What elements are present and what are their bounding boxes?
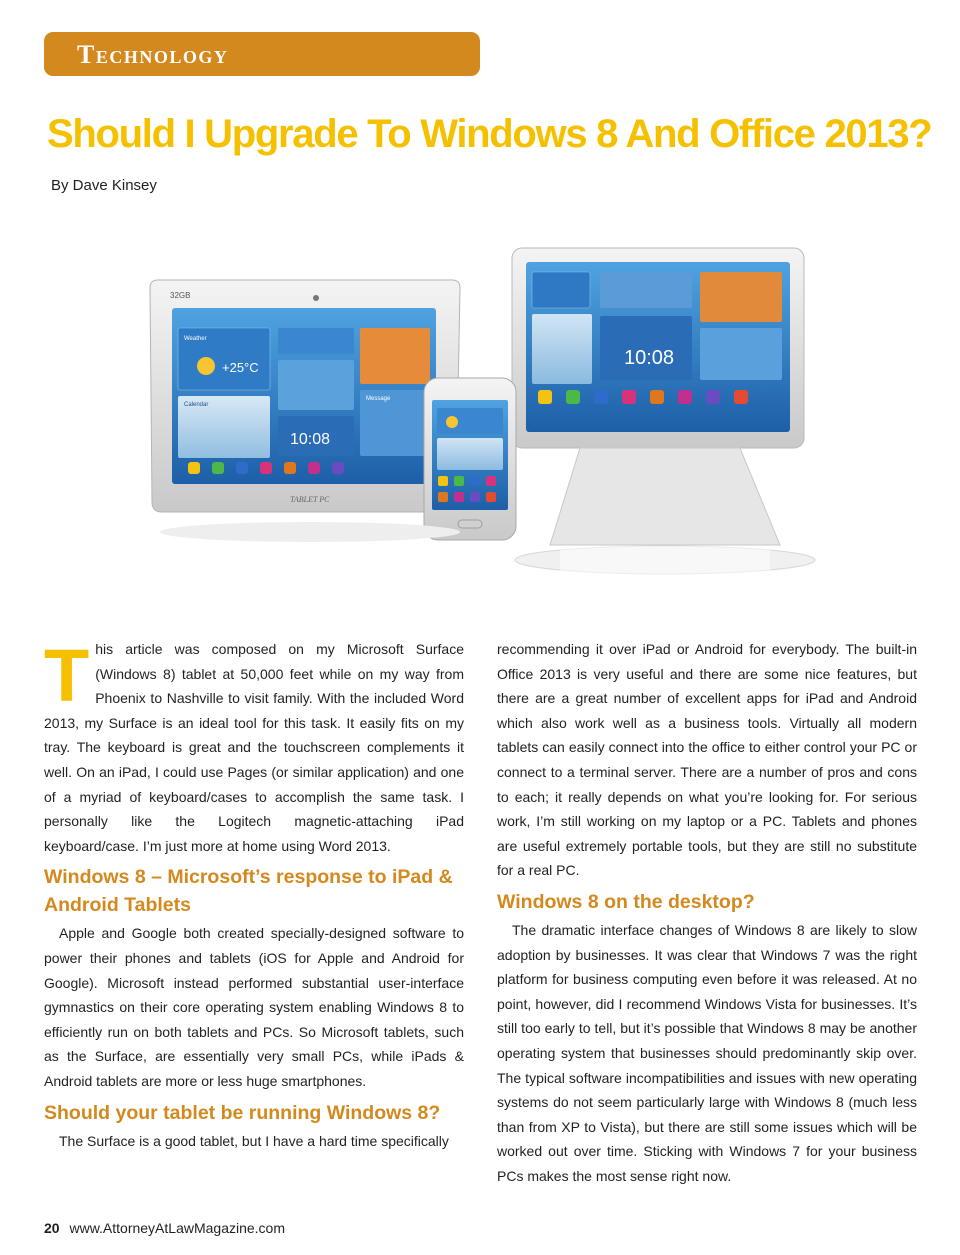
article-byline: By Dave Kinsey	[51, 177, 157, 194]
section-banner	[44, 32, 480, 76]
page-number: 20	[44, 1220, 60, 1236]
paragraph-desktop: The dramatic interface changes of Windows 8 are likely to slow adoption by businesses. It was clear that Windows 7 was the right platform for business computing even before it was released. At no point, however, did I recommend Windows Vista for businesses. It’s still too early to tell, but it’s possible that Windows 8 may be another operating system that businesses should predominantly skip over. The typical software incompatibilities and issues with new operating systems do not seem particularly large with Windows 8 (much less than from XP to Vista), but there are still some issues which will be worked out over time. Sticking with Windows 7 for your business PCs makes the most sense right now.	[497, 921, 917, 1184]
smartphone	[424, 378, 516, 540]
message-label: Message	[366, 396, 391, 402]
article-column-left	[44, 634, 464, 1153]
intro-paragraph: his article was composed on my Microsoft Surface (Windows 8) tablet at 50,000 feet while on my way from Phoenix to Nashville to visit family. With the included Word 2013, my Surface is an ideal tool for this task. It easily fits on my tray. The keyboard is great and the touchscreen complements it well. On an iPad, I could use Pages (or similar application) and one of a myriad of keyboard/cases to accomplish the same task. I personally like the Logitech magnetic-attaching iPad keyboard/case. I’m just more at home using Word 2013.	[44, 641, 464, 854]
monitor	[512, 248, 815, 586]
article-column-right	[497, 637, 917, 1188]
paragraph-surface-continued: recommending it over iPad or Android for everybody. The built-in Office 2013 is very useful and there are some nice features, but there are a great number of excellent apps for iPad and Android which also work well as a business tools. Virtually all modern tablets can easily connect into the office to either control your PC or connect to a terminal server. There are a number of pros and cons to each; it really depends on what you’re looking for. For serious work, I’m still working on my laptop or a PC. Tablets and phones are useful extremely portable tools, but they are still no substitute for a real PC.	[497, 641, 917, 879]
subheading-windows8-response: Windows 8 – Microsoft’s response to iPad & Android Tablets	[44, 866, 453, 917]
devices-illustration	[140, 240, 820, 620]
temperature: +25°C	[222, 360, 259, 375]
weather-label: Weather	[184, 336, 207, 342]
subheading-tablet-windows8: Should your tablet be running Windows 8?	[44, 1101, 441, 1124]
calendar-label: Calendar	[184, 402, 209, 408]
tablet-clock: 10:08	[290, 431, 331, 448]
paragraph-apple-google: Apple and Google both created specially-designed software to power their phones and tablets (iOS for Apple and Android for Google). Microsoft instead performed substantial user-interface gymnastics on their core operating system enabling Windows 8 to efficiently run on both tablets and PCs. So Microsoft tablets, such as the Surface, are essentially very small PCs, while iPads & Android tablets are more or less huge smartphones.	[44, 925, 464, 1089]
tablet-logo: TABLET PC	[290, 495, 330, 504]
drop-cap: T	[44, 634, 90, 717]
tablet	[150, 280, 460, 512]
article-title: Should I Upgrade To Windows 8 And Office 2013?	[47, 112, 932, 156]
subheading-desktop: Windows 8 on the desktop?	[497, 890, 755, 913]
monitor-clock: 10:08	[624, 347, 675, 369]
tablet-capacity: 32GB	[170, 291, 191, 300]
paragraph-surface-start: The Surface is a good tablet, but I have a hard time specifically	[59, 1132, 449, 1149]
page-footer	[44, 1220, 285, 1236]
footer-website: www.AttorneyAtLawMagazine.com	[69, 1220, 286, 1236]
section-label: Technology	[77, 40, 229, 69]
